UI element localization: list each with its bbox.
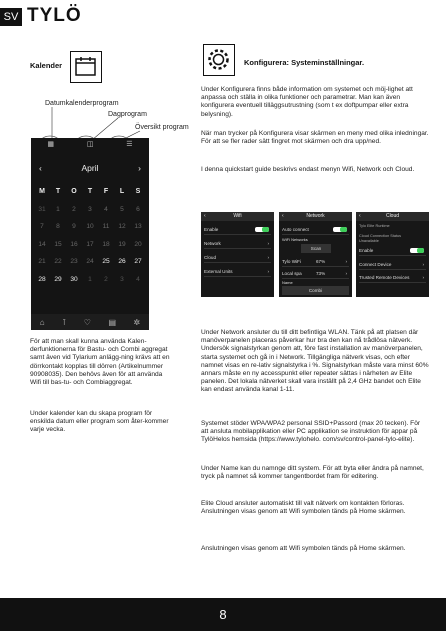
- calendar-day[interactable]: 31: [38, 205, 46, 213]
- back-icon[interactable]: ‹: [204, 213, 206, 219]
- calendar-section-title: Kalender: [30, 61, 63, 70]
- configure-paragraph-6: Under Name kan du namnge ditt system. För att byta eller ändra på namnet, tryck på namnet så kommer tangentbordet fram för editering.: [201, 465, 424, 481]
- calendar-day[interactable]: 5: [120, 205, 124, 213]
- chevron-right-icon: ›: [267, 269, 269, 274]
- calendar-day[interactable]: 9: [72, 223, 76, 230]
- calendar-grid: [34, 183, 146, 288]
- calendar-day[interactable]: 3: [88, 205, 92, 213]
- date-calendar-program-icon[interactable]: ▦: [47, 141, 55, 148]
- network-name-2: Local spa: [282, 271, 302, 276]
- weekday-header: O: [71, 188, 77, 195]
- prev-month-icon[interactable]: ‹: [39, 163, 42, 173]
- chevron-right-icon: ›: [422, 275, 424, 280]
- name-label: Name: [282, 280, 293, 285]
- network-name-1: Tylo WiFi: [282, 259, 301, 264]
- next-month-icon[interactable]: ›: [138, 163, 141, 173]
- configure-paragraph-8: Anslutningen visas genom att Wifi symbolen tänds på Home skärmen.: [201, 545, 406, 552]
- network-row-1[interactable]: [282, 256, 349, 267]
- network-screen: [279, 212, 352, 297]
- month-navigation: [31, 161, 149, 175]
- calendar-day[interactable]: 25: [102, 258, 110, 265]
- calendar-day[interactable]: 17: [86, 240, 94, 248]
- weekday-header: T: [87, 188, 93, 195]
- calendar-day[interactable]: 4: [104, 205, 108, 213]
- calendar-paragraph-2: Under kalender kan du skapa program för enskilda datum eller program som åter-kommer varje vecka.: [30, 410, 169, 434]
- heart-icon[interactable]: ♡: [83, 317, 91, 327]
- calendar-day[interactable]: 2: [104, 275, 108, 283]
- wifi-networks-label: WiFi Networks: [282, 237, 308, 242]
- back-icon[interactable]: ‹: [359, 213, 361, 219]
- callout-day-program: Dagprogram: [108, 111, 147, 118]
- calendar-day[interactable]: 27: [134, 258, 142, 265]
- auto-connect-toggle[interactable]: [333, 227, 347, 232]
- configure-section-title: Konfigurera: Systeminställningar.: [244, 58, 365, 67]
- wifi-enable-toggle[interactable]: [255, 227, 269, 232]
- weekday-header: F: [103, 188, 109, 195]
- wifi-screen-title: Wifi: [233, 213, 242, 219]
- trusted-devices-label: Trusted Remote Devices: [359, 275, 410, 280]
- calendar-day[interactable]: 16: [70, 240, 78, 248]
- calendar-day[interactable]: 23: [70, 258, 78, 265]
- calendar-day[interactable]: 2: [72, 205, 76, 213]
- weekday-header: T: [55, 188, 61, 195]
- language-badge: SV: [0, 8, 22, 26]
- month-label: April: [81, 163, 99, 173]
- calendar-day[interactable]: 12: [118, 223, 126, 230]
- cloud-screen-title: Cloud: [385, 213, 400, 219]
- bottom-nav: [31, 314, 149, 330]
- configure-paragraph-2: När man trycker på Konfigurera visar skärmen en meny med olika inledningar. För att se fler rader sätt fingret mot skärmen och dra upp/ned.: [201, 130, 429, 146]
- calendar-day[interactable]: 10: [86, 223, 94, 230]
- chevron-right-icon: ›: [422, 262, 424, 267]
- overview-program-icon[interactable]: ☰: [126, 141, 133, 148]
- weekday-header: S: [135, 188, 141, 195]
- back-icon[interactable]: ‹: [282, 213, 284, 219]
- callout-lines: [0, 0, 200, 160]
- chevron-right-icon: ›: [267, 255, 269, 260]
- calendar-day[interactable]: 14: [38, 240, 46, 248]
- weekday-header: L: [119, 188, 125, 195]
- wifi-row-cloud[interactable]: [204, 252, 271, 263]
- calendar-nav-icon[interactable]: ▤: [108, 317, 116, 327]
- connect-device-row[interactable]: [359, 259, 426, 270]
- calendar-day[interactable]: 24: [86, 258, 94, 265]
- calendar-day[interactable]: 11: [102, 223, 110, 230]
- calendar-day[interactable]: 1: [88, 275, 92, 283]
- calendar-day[interactable]: 3: [120, 275, 124, 283]
- configure-paragraph-3: I denna quickstart guide beskrivs endast menyn Wifi, Network och Cloud.: [201, 166, 415, 173]
- cloud-info-1: Tylo Elite Runtime: [359, 224, 390, 228]
- calendar-day[interactable]: 15: [54, 240, 62, 248]
- network-signal-1: 67%: [316, 259, 326, 264]
- configure-paragraph-5: Systemet stöder WPA/WPA2 personal SSID+Passord (max 20 tecken). För att ansluta mobilapplikation eller PC applikation se instruktion för appar på TylöHelos hemsida (https://www.tylohelo. com/sv/control-panel-tylo-elite).: [201, 420, 421, 444]
- gear-nav-icon[interactable]: ✲: [133, 317, 141, 327]
- configure-paragraph-1: Under Konfigurera finns både information om systemet och möj-lighet att anpassa och ställa in olika funktioner och parametrar. Man kan även konfigurera eventuell tilläggsutrustning (som t ex doftpumpar eller extra belysning).: [201, 86, 413, 118]
- configure-paragraph-7: Elite Cloud ansluter automatiskt till valt nätverk om kontakten förloras. Anslutningen visas genom att Wifi symbolen tänds på Home skärmen.: [201, 500, 406, 516]
- wifi-row-external-units-label: External Units: [204, 269, 233, 274]
- cloud-enable-label: Enable: [359, 248, 374, 253]
- calendar-day[interactable]: 22: [54, 258, 62, 265]
- weekday-header: M: [39, 188, 45, 195]
- home-icon[interactable]: ⌂: [39, 317, 45, 327]
- callout-overview: Översikt program: [135, 124, 189, 131]
- calendar-day[interactable]: 29: [54, 275, 62, 283]
- wifi-row-cloud-label: Cloud: [204, 255, 217, 260]
- calendar-day[interactable]: 21: [38, 258, 46, 265]
- auto-connect-label: Auto connect: [282, 227, 309, 232]
- thermometer-icon[interactable]: ⊺: [62, 317, 67, 327]
- calendar-day[interactable]: 19: [118, 240, 126, 248]
- wifi-screen: [201, 212, 274, 297]
- wifi-enable-label: Enable: [204, 227, 219, 232]
- cloud-info-2: Cloud Connection Status: [359, 234, 402, 238]
- network-screen-title: Network: [306, 213, 325, 219]
- network-signal-2: 73%: [316, 271, 326, 276]
- chevron-right-icon: ›: [345, 259, 347, 264]
- gear-icon: [203, 44, 235, 76]
- calendar-screen: [31, 141, 149, 330]
- cloud-enable-toggle[interactable]: [410, 248, 424, 253]
- connect-device-label: Connect Device: [359, 262, 392, 267]
- cloud-screen: [356, 212, 429, 297]
- configure-paragraph-4: Under Network ansluter du till ditt befintliga WLAN. Tänk på att platsen där manöverpanelen placeras påverkar hur bra den kan nå trådlösa nätverk. Undersök signalstyrkan genom att, före fast installation av manöverpanelen, starta systemet och gå in i Network. Tillgängliga nätverk visas, och efter namnet visas en re-lativ signalstyrka i %. Signalstyrkan måste vara minst 60% annars måste en ny accesspunkt eller repeater sättas i närheten av Elite panelen. Det lokala nätverket skall vara inställt på 2,4 GHz bandet och Elite kan endast använda kanal 1-11.: [201, 329, 429, 394]
- brand-logo: TYLÖ: [27, 5, 82, 26]
- cloud-info-3: Unavailable: [359, 239, 379, 243]
- system-name-field[interactable]: Combi: [282, 286, 349, 295]
- calendar-day[interactable]: 30: [70, 275, 78, 283]
- calendar-paragraph-1: För att man skall kunna använda Kalen-derfunktionerna för Bastu- och Combi aggregat samt även vid Tylarium anlägg-ning krävs att en dörrkontakt kopplas till dörren (Artikelnummer 90908035). Den behövs även för att använda Wifi till bas-tu- och Combiaggregat.: [30, 338, 170, 387]
- wifi-row-network[interactable]: [204, 238, 271, 249]
- calendar-day[interactable]: 4: [136, 275, 140, 283]
- calendar-day[interactable]: 18: [102, 240, 110, 248]
- calendar-day[interactable]: 7: [40, 223, 44, 230]
- calendar-day[interactable]: 8: [56, 223, 60, 230]
- scan-button[interactable]: Scan: [301, 244, 331, 253]
- callout-date-calendar: Datumkalenderprogram: [45, 100, 119, 107]
- calendar-mode-bar: [31, 138, 149, 150]
- wifi-row-network-label: Network: [204, 241, 221, 246]
- calendar-day[interactable]: 26: [118, 258, 126, 265]
- page-number: 8: [0, 598, 446, 631]
- day-program-icon[interactable]: ◫: [86, 141, 94, 148]
- calendar-day[interactable]: 28: [38, 275, 46, 283]
- chevron-right-icon: ›: [267, 241, 269, 246]
- calendar-day[interactable]: 13: [134, 223, 142, 230]
- calendar-day[interactable]: 6: [136, 205, 140, 213]
- calendar-day[interactable]: 1: [56, 205, 60, 213]
- network-row-2[interactable]: [282, 268, 349, 279]
- trusted-devices-row[interactable]: [359, 272, 426, 283]
- chevron-right-icon: ›: [345, 271, 347, 276]
- wifi-row-external-units[interactable]: [204, 266, 271, 277]
- calendar-day[interactable]: 20: [134, 240, 142, 248]
